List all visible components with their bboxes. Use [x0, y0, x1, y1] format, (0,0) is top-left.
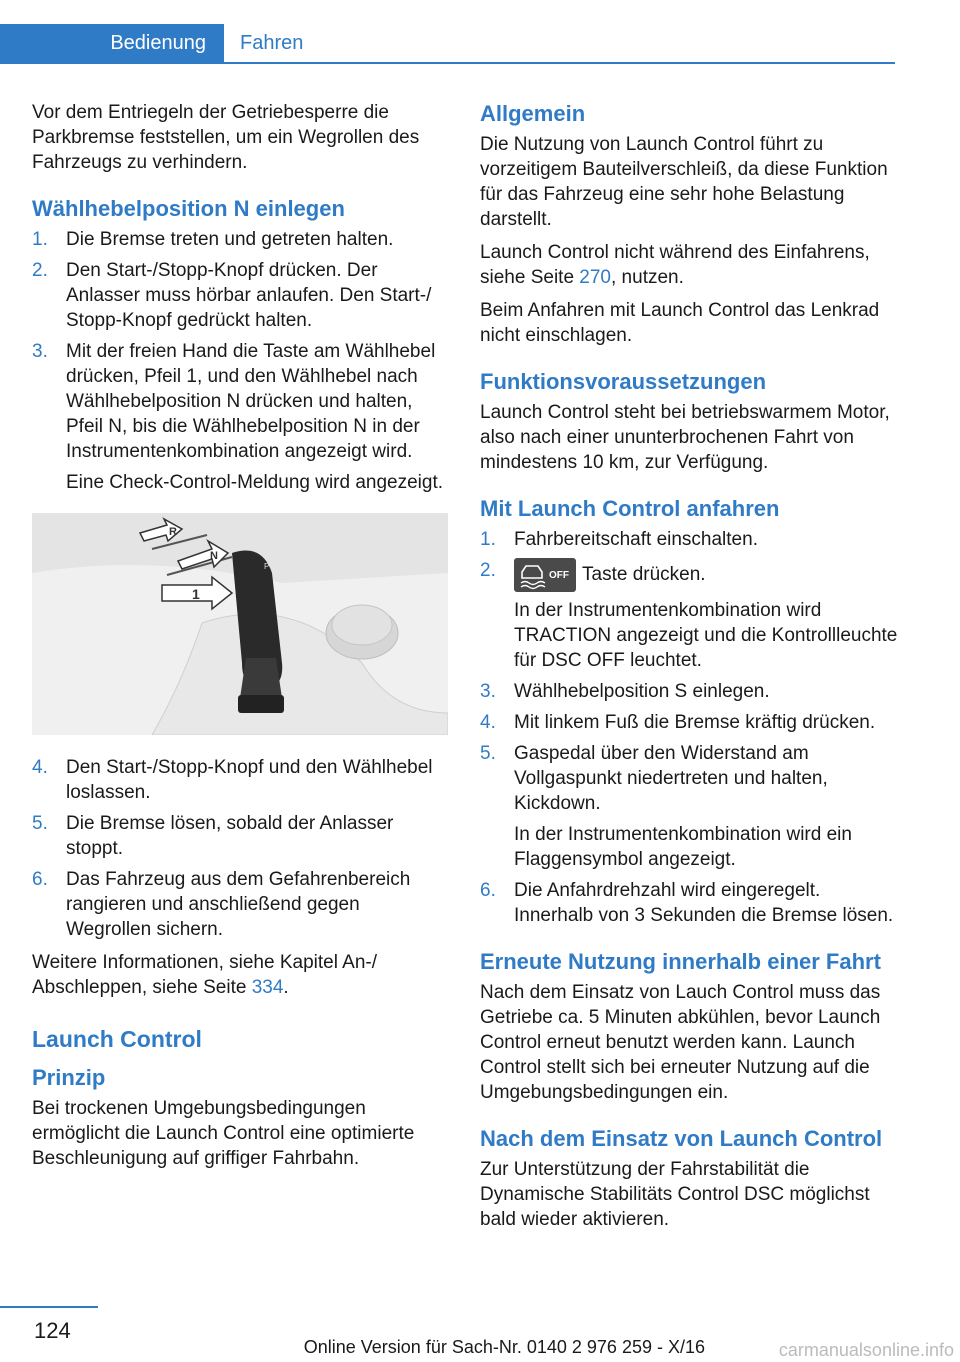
step-number: 2. [480, 560, 496, 581]
heading-launch-control: Launch Control [32, 1026, 202, 1052]
page-number: 124 [34, 1318, 71, 1343]
lenkrad-text: Beim Anfahren mit Launch Control das Lenkrad nicht einschlagen. [480, 300, 880, 346]
footer-rule [0, 1306, 98, 1308]
steps-anfahren [480, 527, 900, 928]
dsc-car-icon [514, 558, 576, 592]
einfahren-post: , nutzen. [611, 267, 684, 288]
list-item [32, 339, 450, 495]
intro-text: Vor dem Entriegeln der Getriebesperre die Parkbremse feststellen, um ein Wegrollen des Fahrzeugs zu verhindern. [32, 102, 420, 173]
heading-prinzip: Prinzip [32, 1065, 106, 1090]
step-text: Wählhebelposition S einlegen. [514, 681, 770, 702]
list-item [32, 258, 450, 333]
step-text: Den Start-/Stopp-Knopf drücken. Der Anlasser muss hörbar anlaufen. Den Start-/ Stopp-Knopf gedrückt halten. [66, 260, 432, 331]
heading-funktionsvoraussetzungen: Funktionsvoraussetzungen [480, 369, 767, 394]
step-text: Den Start-/Stopp-Knopf und den Wählhebel loslassen. [66, 757, 433, 803]
step-note: In der Instrumentenkombination wird ein Flaggensymbol angezeigt. [514, 824, 852, 870]
left-column [32, 100, 450, 1179]
more-info-post: . [283, 977, 289, 998]
dsc-off-button-icon [514, 558, 576, 592]
erneut-text: Nach dem Einsatz von Lauch Control muss das Getriebe ca. 5 Minuten abkühlen, bevor Launch Control erneut benutzt werden kann. Launch Control stellt sich bei erneuter Nutzung auf die Umgebungsbedingungen ein. [480, 982, 881, 1103]
figure-label-1: 1 [192, 586, 200, 602]
chapter-tabs [0, 24, 895, 64]
list-item [32, 867, 450, 942]
step-number: 4. [480, 712, 496, 733]
step-number: 5. [32, 813, 48, 834]
page-link-334[interactable]: 334 [251, 977, 284, 998]
heading-nach-einsatz: Nach dem Einsatz von Launch Control [480, 1126, 883, 1151]
online-version-text: Online Version für Sach-Nr. 0140 2 976 259 - X/16 [303, 1337, 705, 1357]
right-column [480, 100, 900, 1240]
step-text: Die Anfahrdrehzahl wird eingeregelt. Innerhalb von 3 Sekunden die Bremse lösen. [514, 880, 894, 926]
einfahren-text [480, 240, 900, 290]
heading-erneute-nutzung: Erneute Nutzung innerhalb einer Fahrt [480, 949, 881, 974]
steps-n-einlegen-continued [32, 755, 450, 942]
list-item [480, 558, 900, 673]
step-text: Die Bremse lösen, sobald der Anlasser stoppt. [66, 813, 394, 859]
more-info-pre: Weitere Informationen, siehe Kapitel An-/ Abschleppen, siehe Seite [32, 952, 378, 998]
list-item [480, 527, 900, 552]
step-number: 3. [32, 341, 48, 362]
step-number: 1. [480, 529, 496, 550]
nach-text: Zur Unterstützung der Fahrstabilität die Dynamische Stabilitäts Control DSC möglichst bald wieder aktivieren. [480, 1159, 870, 1230]
step-note: Eine Check-Control-Meldung wird angezeigt. [66, 472, 444, 493]
allgemein-text: Die Nutzung von Launch Control führt zu vorzeitigem Bauteilverschleiß, da diese Funktion für das Fahrzeug eine sehr hohe Belastung darstellt. [480, 134, 888, 230]
step-text: Taste drücken. [582, 564, 706, 586]
page-link-270[interactable]: 270 [579, 267, 611, 288]
heading-n-einlegen: Wählhebelposition N einlegen [32, 196, 345, 221]
list-item [32, 227, 450, 252]
heading-allgemein: Allgemein [480, 101, 586, 126]
step-number: 3. [480, 681, 496, 702]
list-item [32, 755, 450, 805]
step-text: Fahrbereitschaft einschalten. [514, 529, 758, 550]
tab-bedienung-label: Bedienung [110, 32, 206, 54]
step-text: Die Bremse treten und getreten halten. [66, 229, 394, 250]
list-item [480, 679, 900, 704]
more-info-text [32, 950, 450, 1000]
step-text: Das Fahrzeug aus dem Gefahrenbereich rangieren und anschließend gegen Wegrollen sichern. [66, 869, 411, 940]
step-text: Mit linkem Fuß die Bremse kräftig drücken. [514, 712, 876, 733]
list-item [480, 710, 900, 735]
figure-label-p: P [264, 562, 270, 571]
list-item [32, 811, 450, 861]
tab-bedienung[interactable] [0, 24, 224, 62]
heading-anfahren: Mit Launch Control anfahren [480, 496, 780, 521]
prinzip-text: Bei trockenen Umgebungsbedingungen ermöglicht die Launch Control eine optimierte Beschleunigung auf griffiger Fahrbahn. [32, 1098, 415, 1169]
gear-selector-illustration [32, 513, 448, 735]
step-number: 5. [480, 743, 496, 764]
step-text: Gaspedal über den Widerstand am Vollgaspunkt niedertreten und halten, Kickdown. [514, 743, 828, 814]
dsc-button-label: OFF [549, 570, 569, 581]
step-number: 6. [32, 869, 48, 890]
einfahren-pre: Launch Control nicht während des Einfahrens, siehe Seite [480, 242, 870, 288]
list-item [480, 741, 900, 872]
steps-n-einlegen [32, 227, 450, 495]
step-note: In der Instrumentenkombination wird TRACTION angezeigt und die Kontrollleuchte für DSC OFF leuchtet. [514, 600, 898, 671]
step-number: 1. [32, 229, 48, 250]
funktion-text: Launch Control steht bei betriebswarmem Motor, also nach einer ununterbrochenen Fahrt von mindestens 10 km, zur Verfügung. [480, 402, 890, 473]
list-item [480, 878, 900, 928]
figure-label-r: R [169, 526, 177, 538]
step-number: 6. [480, 880, 496, 901]
figure-label-n: N [210, 550, 218, 562]
tab-fahren[interactable]: Fahren [240, 32, 304, 54]
step-number: 4. [32, 757, 48, 778]
step-text: Mit der freien Hand die Taste am Wählhebel drücken, Pfeil 1, und den Wählhebel nach Wählhebelposition N drücken und halten, Pfeil N, bis die Wählhebelposition N in der Instrumentenkombination angezeigt wird. [66, 341, 436, 462]
step-number: 2. [32, 260, 48, 281]
watermark: carmanualsonline.info [778, 1340, 954, 1360]
